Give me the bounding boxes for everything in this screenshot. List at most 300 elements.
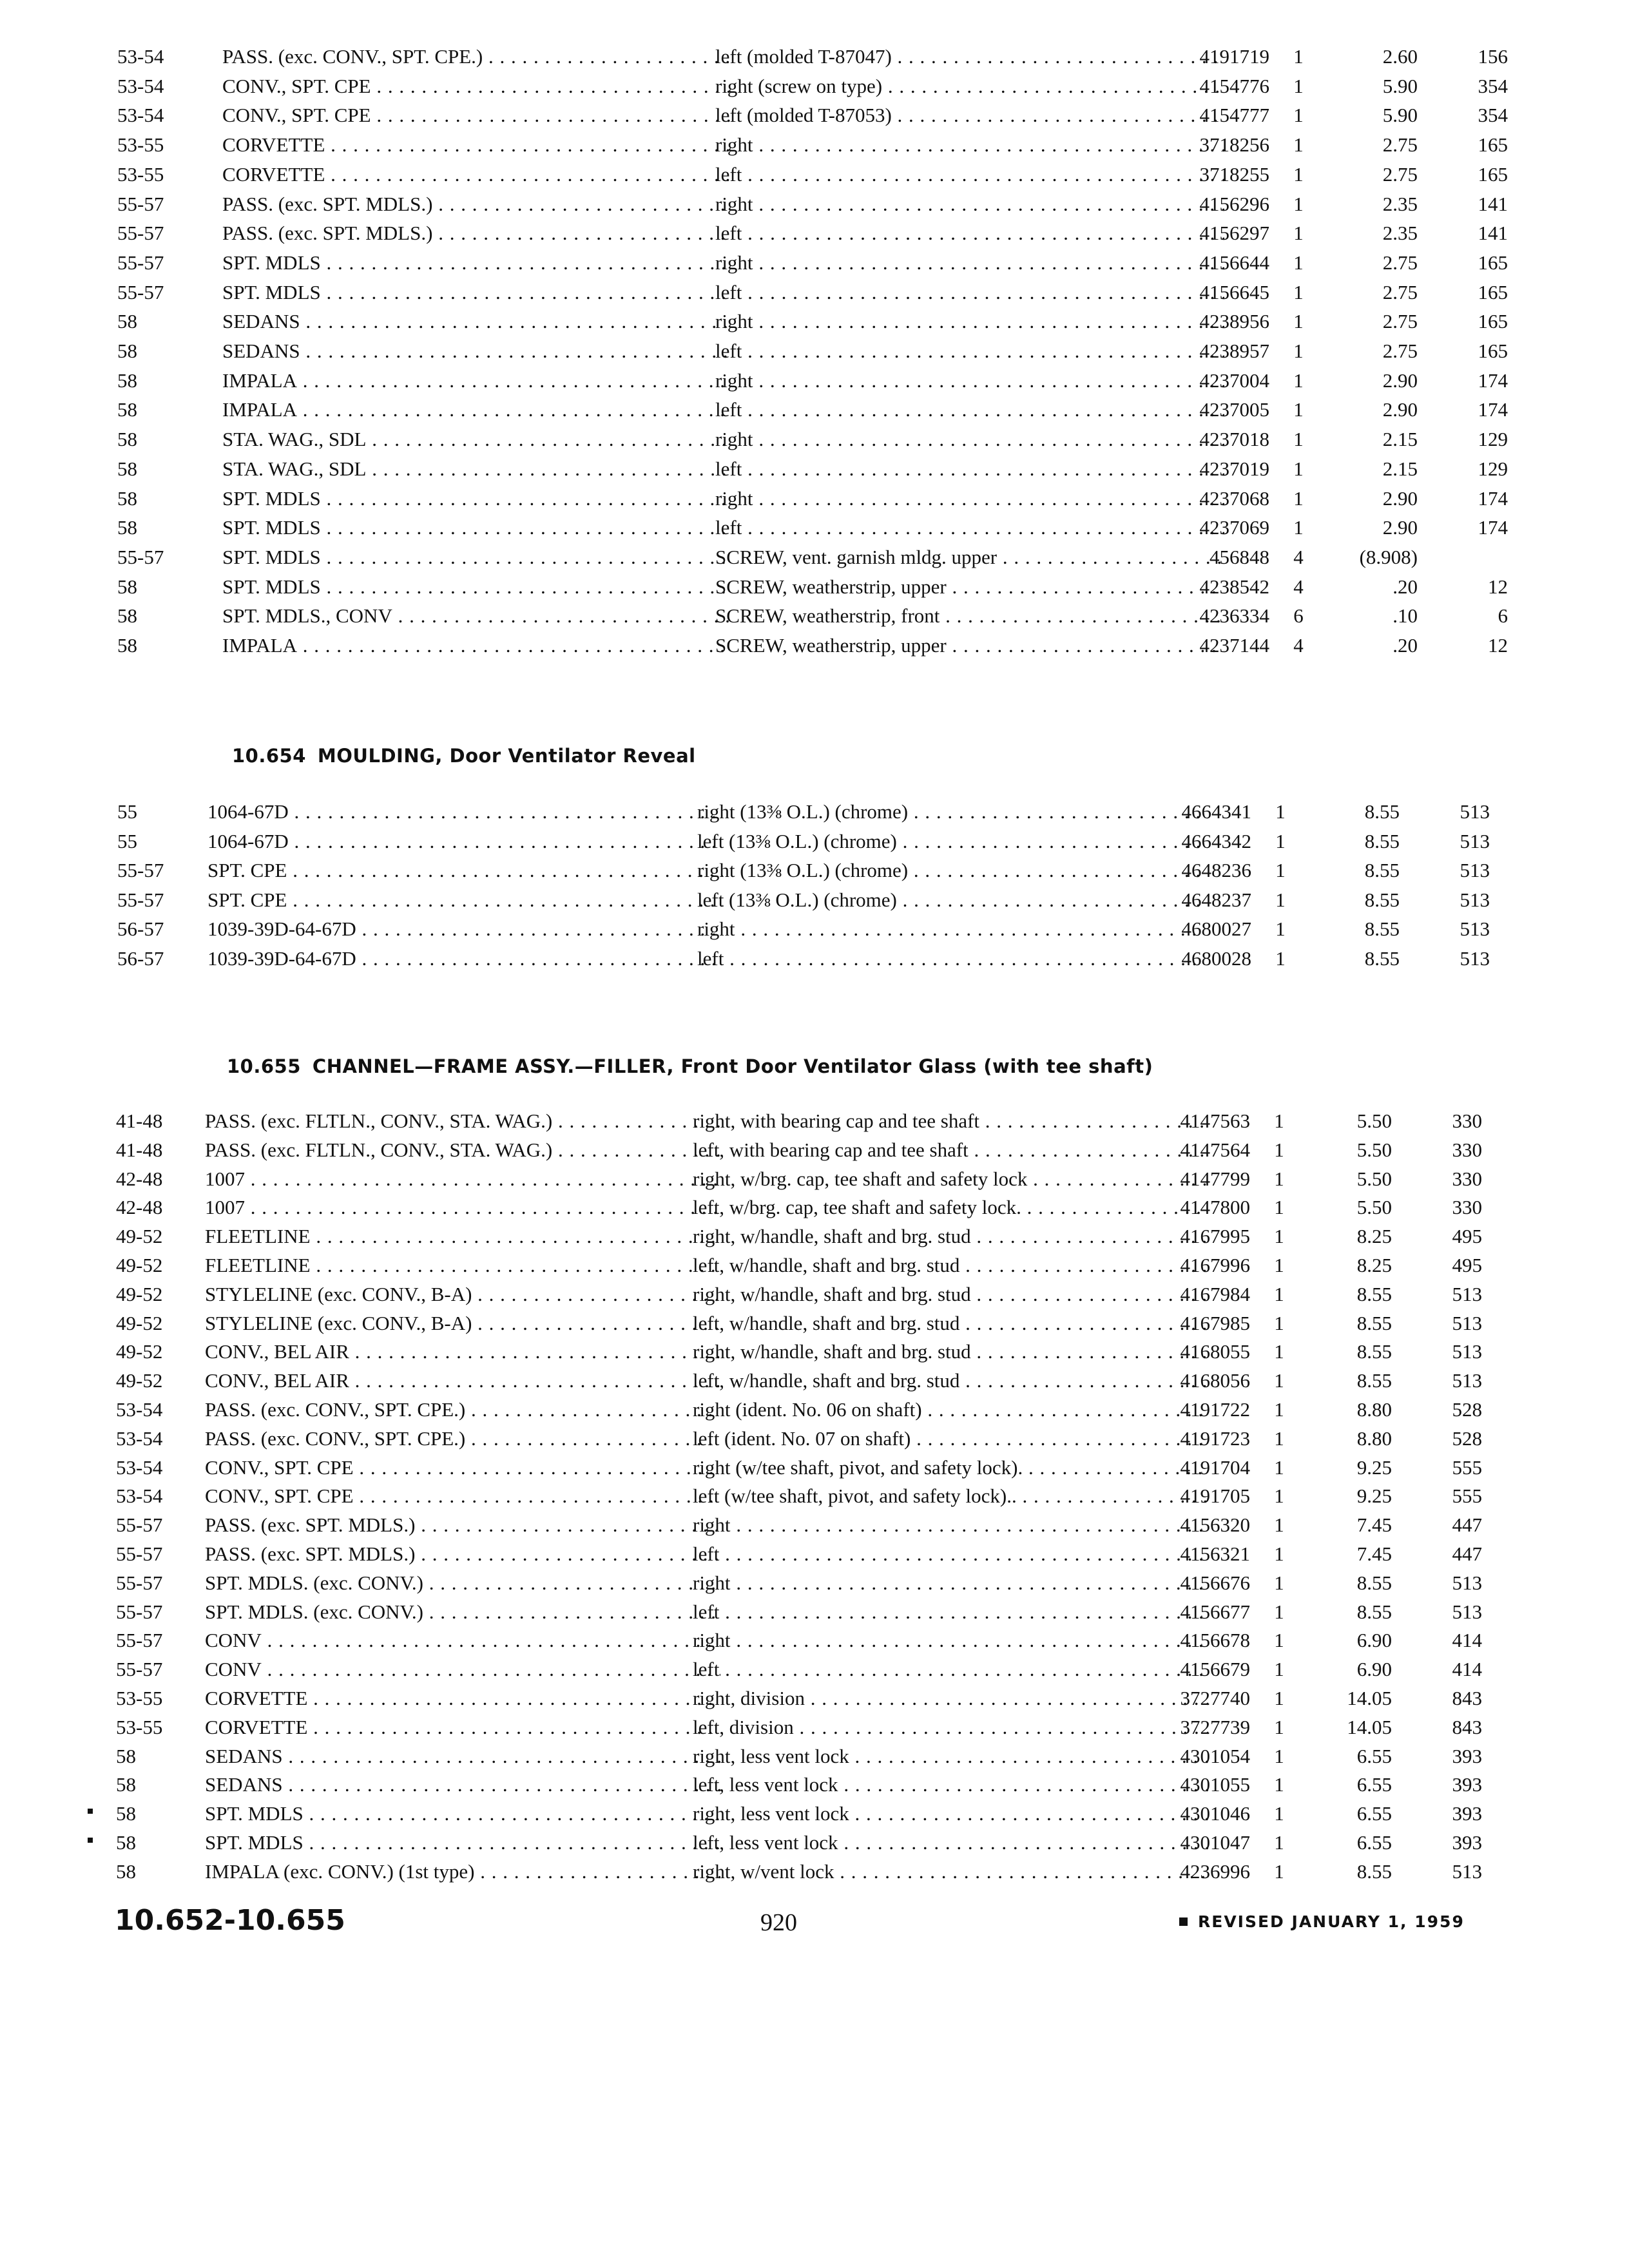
quantity-cell: 4: [1293, 634, 1304, 657]
model-cell: SPT. MDLS. (exc. CONV.) . . .: [205, 1569, 720, 1597]
model-cell: SPT. MDLS . . .: [222, 514, 731, 542]
description-cell: right, less vent lock . . .: [693, 1742, 1208, 1771]
part-number-cell: 4237005: [1199, 398, 1269, 421]
price-cell: 8.25: [1356, 1225, 1392, 1248]
model-cell: SPT. MDLS . . .: [205, 1800, 720, 1828]
year-cell: 53-55: [116, 1687, 163, 1709]
year-cell: 56-57: [117, 918, 164, 940]
table-row: [103, 396, 1508, 424]
part-number-cell: 4238542: [1199, 575, 1269, 598]
price-cell: 14.05: [1347, 1715, 1392, 1738]
description-cell: left . . .: [693, 1655, 1208, 1684]
description-cell: right . . .: [693, 1511, 1208, 1539]
table-row: [103, 573, 1508, 601]
part-number-cell: 4147563: [1180, 1110, 1250, 1132]
code-cell: 330: [1452, 1196, 1482, 1219]
price-cell: 2.90: [1382, 369, 1418, 392]
code-cell: 165: [1478, 340, 1508, 362]
year-cell: 58: [116, 1744, 136, 1767]
price-cell: 6.90: [1356, 1629, 1392, 1652]
code-cell: 6: [1498, 604, 1508, 628]
table-row: [97, 1425, 1501, 1453]
year-cell: 49-52: [116, 1340, 163, 1363]
description-cell: left (13⅜ O.L.) (chrome) . . .: [697, 886, 1200, 914]
price-cell: 8.80: [1356, 1398, 1392, 1421]
table-row: [103, 367, 1508, 395]
model-cell: STA. WAG., SDL . . .: [222, 455, 731, 483]
code-cell: 513: [1460, 800, 1490, 823]
year-cell: 58: [117, 486, 137, 510]
price-cell: 8.55: [1356, 1860, 1392, 1883]
part-number-cell: 4238957: [1199, 340, 1269, 362]
quantity-cell: 1: [1274, 1311, 1284, 1334]
year-cell: 58: [117, 604, 137, 628]
part-number-cell: 4301047: [1180, 1831, 1250, 1854]
quantity-cell: 1: [1274, 1571, 1284, 1594]
table-row: [103, 131, 1508, 159]
part-number-cell: 4147800: [1180, 1196, 1250, 1219]
code-cell: 513: [1452, 1311, 1482, 1334]
quantity-cell: 1: [1293, 192, 1304, 215]
quantity-cell: 1: [1275, 829, 1286, 852]
price-cell: 2.75: [1382, 133, 1418, 157]
model-cell: CONV., SPT. CPE . . .: [205, 1482, 720, 1510]
description-cell: left . . .: [715, 278, 1224, 307]
description-cell: left . . .: [715, 160, 1224, 189]
description-cell: right, w/handle, shaft and brg. stud . . .: [693, 1338, 1208, 1366]
year-cell: 55: [117, 829, 137, 852]
code-cell: 330: [1452, 1110, 1482, 1132]
price-cell: 2.75: [1382, 310, 1418, 333]
quantity-cell: 1: [1275, 859, 1286, 881]
quantity-cell: 1: [1274, 1427, 1284, 1450]
year-cell: 53-55: [117, 162, 164, 186]
price-cell: .20: [1393, 634, 1418, 657]
description-cell: left (w/tee shaft, pivot, and safety lock).. . . .: [693, 1482, 1208, 1510]
table-row: [97, 1222, 1501, 1251]
model-cell: SPT. MDLS . . .: [222, 485, 731, 513]
year-cell: 55-57: [117, 888, 164, 911]
price-cell: (8.908): [1359, 545, 1418, 568]
year-cell: 58: [117, 428, 137, 451]
quantity-cell: 1: [1274, 1687, 1284, 1709]
model-cell: PASS. (exc. FLTLN., CONV., STA. WAG.) . . .: [205, 1136, 720, 1164]
quantity-cell: 1: [1274, 1715, 1284, 1738]
price-cell: 8.55: [1356, 1311, 1392, 1334]
table-row: [103, 278, 1508, 307]
quantity-cell: 1: [1293, 310, 1304, 333]
table-row: [97, 1107, 1501, 1135]
description-cell: SCREW, vent. garnish mldg. upper . . .: [715, 543, 1224, 572]
price-cell: 2.90: [1382, 398, 1418, 421]
part-number-cell: 4236996: [1180, 1860, 1250, 1883]
part-number-cell: 4238956: [1199, 310, 1269, 333]
model-cell: IMPALA . . .: [222, 367, 731, 395]
part-number-cell: 4237004: [1199, 369, 1269, 392]
part-number-cell: 4680028: [1181, 947, 1251, 970]
description-cell: right, division . . .: [693, 1684, 1208, 1713]
part-number-cell: 4301055: [1180, 1773, 1250, 1796]
year-cell: 58: [117, 398, 137, 421]
quantity-cell: 1: [1293, 340, 1304, 362]
description-cell: right (13⅜ O.L.) (chrome) . . .: [697, 856, 1200, 885]
quantity-cell: 1: [1274, 1456, 1284, 1479]
description-cell: right, with bearing cap and tee shaft . . .: [693, 1107, 1208, 1135]
quantity-cell: 1: [1293, 45, 1304, 68]
code-cell: 330: [1452, 1167, 1482, 1190]
code-cell: 354: [1478, 74, 1508, 97]
model-cell: 1039-39D-64-67D . . .: [207, 945, 723, 973]
part-number-cell: 4237069: [1199, 516, 1269, 539]
table-row: [97, 1280, 1501, 1309]
quantity-cell: 1: [1293, 516, 1304, 539]
description-cell: left . . .: [715, 396, 1224, 424]
price-cell: 9.25: [1356, 1456, 1392, 1479]
code-cell: 141: [1478, 192, 1508, 215]
code-cell: 165: [1478, 162, 1508, 186]
table-row: [97, 1800, 1501, 1828]
year-cell: 53-55: [116, 1715, 163, 1738]
description-cell: right (screw on type) . . .: [715, 72, 1224, 101]
price-cell: 8.55: [1364, 859, 1400, 881]
code-cell: 141: [1478, 222, 1508, 245]
price-cell: .20: [1393, 575, 1418, 598]
part-number-cell: 456848: [1210, 545, 1269, 568]
model-cell: CONV., BEL AIR . . .: [205, 1338, 720, 1366]
quantity-cell: 1: [1274, 1196, 1284, 1219]
price-cell: 2.75: [1382, 280, 1418, 303]
table-row: [97, 1626, 1501, 1655]
description-cell: right, w/vent lock . . .: [693, 1858, 1208, 1886]
description-cell: right, w/brg. cap, tee shaft and safety lock . . .: [693, 1165, 1208, 1193]
part-number-cell: 4156644: [1199, 251, 1269, 274]
model-cell: 1039-39D-64-67D . . .: [207, 915, 723, 943]
table-row: [97, 1540, 1501, 1568]
code-cell: 165: [1478, 133, 1508, 157]
code-cell: 330: [1452, 1138, 1482, 1161]
description-cell: left . . .: [715, 514, 1224, 542]
model-cell: IMPALA . . .: [222, 631, 731, 660]
model-cell: PASS. (exc. CONV., SPT. CPE.) . . .: [222, 43, 731, 71]
year-cell: 53-54: [116, 1456, 163, 1479]
quantity-cell: 4: [1293, 545, 1304, 568]
description-cell: left . . .: [697, 945, 1200, 973]
code-cell: 165: [1478, 251, 1508, 274]
revision-mark-icon: [88, 1809, 93, 1814]
revision-note: [1179, 1912, 1465, 1931]
table-row: [97, 1742, 1501, 1771]
model-cell: SPT. MDLS., CONV . . .: [222, 602, 731, 630]
quantity-cell: 1: [1274, 1802, 1284, 1825]
part-number-cell: 3718256: [1199, 133, 1269, 157]
part-number-cell: 4191723: [1180, 1427, 1250, 1450]
year-cell: 55-57: [116, 1658, 163, 1681]
code-cell: 513: [1460, 918, 1490, 940]
price-cell: 2.75: [1382, 340, 1418, 362]
quantity-cell: 1: [1274, 1398, 1284, 1421]
quantity-cell: 1: [1274, 1773, 1284, 1796]
code-cell: 843: [1452, 1715, 1482, 1738]
part-number-cell: 4156321: [1180, 1542, 1250, 1565]
price-cell: .10: [1393, 604, 1418, 628]
part-number-cell: 4156296: [1199, 192, 1269, 215]
code-cell: 165: [1478, 310, 1508, 333]
description-cell: right . . .: [715, 485, 1224, 513]
description-cell: left (13⅜ O.L.) (chrome) . . .: [697, 827, 1200, 856]
code-cell: 393: [1452, 1831, 1482, 1854]
part-number-cell: 4236334: [1199, 604, 1269, 628]
price-cell: 8.80: [1356, 1427, 1392, 1450]
price-cell: 14.05: [1347, 1687, 1392, 1709]
model-cell: SPT. CPE . . .: [207, 886, 723, 914]
page-number: 920: [760, 1909, 797, 1936]
year-cell: 58: [116, 1831, 136, 1854]
year-cell: 53-54: [116, 1427, 163, 1450]
quantity-cell: 1: [1274, 1600, 1284, 1623]
section-title: CHANNEL—FRAME ASSY.—FILLER, Front Door Ventilator Glass (with tee shaft): [312, 1055, 1153, 1077]
table-row: [103, 160, 1508, 189]
table-row: [98, 827, 1503, 856]
description-cell: right . . .: [697, 915, 1200, 943]
price-cell: 5.90: [1382, 104, 1418, 127]
year-cell: 53-54: [117, 45, 164, 68]
year-cell: 55-57: [117, 280, 164, 303]
table-row: [97, 1771, 1501, 1799]
price-cell: 7.45: [1356, 1514, 1392, 1537]
part-number-cell: 4168055: [1180, 1340, 1250, 1363]
year-cell: 49-52: [116, 1254, 163, 1276]
revision-mark-icon: [1179, 1917, 1188, 1926]
price-cell: 5.50: [1356, 1196, 1392, 1219]
price-cell: 7.45: [1356, 1542, 1392, 1565]
code-cell: 843: [1452, 1687, 1482, 1709]
price-cell: 8.55: [1364, 947, 1400, 970]
part-number-cell: 4167995: [1180, 1225, 1250, 1248]
code-cell: 555: [1452, 1456, 1482, 1479]
price-cell: 8.55: [1356, 1282, 1392, 1305]
code-cell: 129: [1478, 428, 1508, 451]
model-cell: PASS. (exc. CONV., SPT. CPE.) . . .: [205, 1425, 720, 1453]
model-cell: SPT. MDLS . . .: [222, 573, 731, 601]
code-cell: 12: [1488, 575, 1508, 598]
table-row: [98, 915, 1503, 943]
price-cell: 2.90: [1382, 486, 1418, 510]
year-cell: 55-57: [117, 192, 164, 215]
quantity-cell: 1: [1274, 1514, 1284, 1537]
code-cell: 513: [1452, 1860, 1482, 1883]
description-cell: left (molded T-87047) . . .: [715, 43, 1224, 71]
table-row: [97, 1569, 1501, 1597]
description-cell: right, w/handle, shaft and brg. stud . . .: [693, 1280, 1208, 1309]
table-row: [97, 1482, 1501, 1510]
part-number-cell: 4301046: [1180, 1802, 1250, 1825]
year-cell: 41-48: [116, 1138, 163, 1161]
table-row: [103, 219, 1508, 247]
quantity-cell: 1: [1274, 1225, 1284, 1248]
model-cell: 1064-67D . . .: [207, 798, 723, 826]
table-row: [97, 1454, 1501, 1482]
price-cell: 8.55: [1356, 1369, 1392, 1392]
table-row: [103, 307, 1508, 336]
description-cell: right, w/handle, shaft and brg. stud . . .: [693, 1222, 1208, 1251]
year-cell: 58: [117, 340, 137, 362]
code-cell: 495: [1452, 1254, 1482, 1276]
description-cell: right . . .: [715, 131, 1224, 159]
year-cell: 58: [117, 369, 137, 392]
part-number-cell: 4191704: [1180, 1456, 1250, 1479]
model-cell: CORVETTE . . .: [205, 1713, 720, 1742]
code-cell: 513: [1452, 1282, 1482, 1305]
model-cell: CORVETTE . . .: [222, 131, 731, 159]
model-cell: PASS. (exc. SPT. MDLS.) . . .: [222, 219, 731, 247]
quantity-cell: 6: [1293, 604, 1304, 628]
description-cell: left, less vent lock . . .: [693, 1771, 1208, 1799]
model-cell: CONV . . .: [205, 1655, 720, 1684]
quantity-cell: 1: [1274, 1138, 1284, 1161]
year-cell: 55-57: [116, 1629, 163, 1652]
quantity-cell: 1: [1274, 1744, 1284, 1767]
description-cell: left . . .: [693, 1540, 1208, 1568]
year-cell: 56-57: [117, 947, 164, 970]
code-cell: 513: [1460, 947, 1490, 970]
price-cell: 5.90: [1382, 74, 1418, 97]
description-cell: right . . .: [715, 425, 1224, 454]
model-cell: PASS. (exc. SPT. MDLS.) . . .: [222, 190, 731, 218]
section-number: 10.655: [227, 1055, 301, 1077]
part-number-cell: 4237018: [1199, 428, 1269, 451]
year-cell: 49-52: [116, 1311, 163, 1334]
model-cell: CONV., SPT. CPE . . .: [222, 101, 731, 130]
model-cell: CORVETTE . . .: [205, 1684, 720, 1713]
table-row: [103, 631, 1508, 660]
description-cell: left, w/brg. cap, tee shaft and safety lock. . . .: [693, 1193, 1208, 1222]
model-cell: CONV., SPT. CPE . . .: [205, 1454, 720, 1482]
price-cell: 8.55: [1364, 800, 1400, 823]
price-cell: 2.15: [1382, 428, 1418, 451]
part-number-cell: 4167984: [1180, 1282, 1250, 1305]
model-cell: FLEETLINE . . .: [205, 1251, 720, 1280]
table-row: [97, 1165, 1501, 1193]
table-row: [103, 602, 1508, 630]
year-cell: 55-57: [116, 1571, 163, 1594]
table-row: [98, 856, 1503, 885]
price-cell: 8.55: [1356, 1600, 1392, 1623]
code-cell: 513: [1460, 888, 1490, 911]
part-number-cell: 3718255: [1199, 162, 1269, 186]
price-cell: 2.35: [1382, 192, 1418, 215]
model-cell: SPT. MDLS. (exc. CONV.) . . .: [205, 1598, 720, 1626]
model-cell: PASS. (exc. FLTLN., CONV., STA. WAG.) . . .: [205, 1107, 720, 1135]
year-cell: 55-57: [117, 251, 164, 274]
price-cell: 8.55: [1356, 1340, 1392, 1363]
code-cell: 414: [1452, 1629, 1482, 1652]
table-row: [97, 1713, 1501, 1742]
quantity-cell: 1: [1293, 251, 1304, 274]
model-cell: SEDANS . . .: [205, 1742, 720, 1771]
code-cell: 555: [1452, 1485, 1482, 1508]
year-cell: 55-57: [116, 1542, 163, 1565]
model-cell: STYLELINE (exc. CONV., B-A) . . .: [205, 1280, 720, 1309]
description-cell: left . . .: [715, 337, 1224, 365]
quantity-cell: 1: [1274, 1629, 1284, 1652]
part-number-cell: 4167996: [1180, 1254, 1250, 1276]
part-number-cell: 4680027: [1181, 918, 1251, 940]
table-row: [103, 190, 1508, 218]
part-number-cell: 4237019: [1199, 457, 1269, 480]
table-row: [98, 945, 1503, 973]
section-range: 10.652-10.655: [115, 1904, 345, 1937]
table-row: [97, 1338, 1501, 1366]
year-cell: 49-52: [116, 1282, 163, 1305]
code-cell: 354: [1478, 104, 1508, 127]
description-cell: left . . .: [693, 1598, 1208, 1626]
table-row: [97, 1511, 1501, 1539]
section-title: MOULDING, Door Ventilator Reveal: [317, 745, 696, 767]
model-cell: CONV., SPT. CPE . . .: [222, 72, 731, 101]
price-cell: 2.75: [1382, 251, 1418, 274]
table-row: [103, 43, 1508, 71]
part-number-cell: 4167985: [1180, 1311, 1250, 1334]
part-number-cell: 4156320: [1180, 1514, 1250, 1537]
quantity-cell: 4: [1293, 575, 1304, 598]
code-cell: 447: [1452, 1514, 1482, 1537]
part-number-cell: 4147799: [1180, 1167, 1250, 1190]
description-cell: right (w/tee shaft, pivot, and safety lock). . . .: [693, 1454, 1208, 1482]
part-number-cell: 4156676: [1180, 1571, 1250, 1594]
part-number-cell: 4301054: [1180, 1744, 1250, 1767]
year-cell: 42-48: [116, 1196, 163, 1219]
description-cell: right (13⅜ O.L.) (chrome) . . .: [697, 798, 1200, 826]
model-cell: SPT. MDLS . . .: [222, 249, 731, 277]
quantity-cell: 1: [1274, 1485, 1284, 1508]
quantity-cell: 1: [1293, 457, 1304, 480]
year-cell: 53-54: [117, 74, 164, 97]
quantity-cell: 1: [1274, 1658, 1284, 1681]
part-number-cell: 4154776: [1199, 74, 1269, 97]
quantity-cell: 1: [1274, 1831, 1284, 1854]
year-cell: 58: [117, 310, 137, 333]
part-number-cell: 4147564: [1180, 1138, 1250, 1161]
revision-mark-icon: [88, 1838, 93, 1843]
code-cell: 513: [1452, 1369, 1482, 1392]
quantity-cell: 1: [1275, 800, 1286, 823]
description-cell: right . . .: [693, 1626, 1208, 1655]
code-cell: 513: [1460, 859, 1490, 881]
part-number-cell: 4191722: [1180, 1398, 1250, 1421]
part-number-cell: 4156679: [1180, 1658, 1250, 1681]
table-row: [97, 1396, 1501, 1424]
code-cell: 156: [1478, 45, 1508, 68]
description-cell: right . . .: [715, 190, 1224, 218]
part-number-cell: 4191705: [1180, 1485, 1250, 1508]
quantity-cell: 1: [1293, 398, 1304, 421]
price-cell: 8.55: [1364, 918, 1400, 940]
model-cell: 1064-67D . . .: [207, 827, 723, 856]
year-cell: 49-52: [116, 1225, 163, 1248]
price-cell: 5.50: [1356, 1110, 1392, 1132]
part-number-cell: 3727740: [1180, 1687, 1250, 1709]
model-cell: PASS. (exc. SPT. MDLS.) . . .: [205, 1511, 720, 1539]
code-cell: 129: [1478, 457, 1508, 480]
quantity-cell: 1: [1274, 1542, 1284, 1565]
model-cell: CONV., BEL AIR . . .: [205, 1367, 720, 1395]
model-cell: IMPALA (exc. CONV.) (1st type) . . .: [205, 1858, 720, 1886]
part-number-cell: 4156677: [1180, 1600, 1250, 1623]
year-cell: 42-48: [116, 1167, 163, 1190]
code-cell: 528: [1452, 1427, 1482, 1450]
description-cell: left . . .: [715, 219, 1224, 247]
table-row: [98, 886, 1503, 914]
